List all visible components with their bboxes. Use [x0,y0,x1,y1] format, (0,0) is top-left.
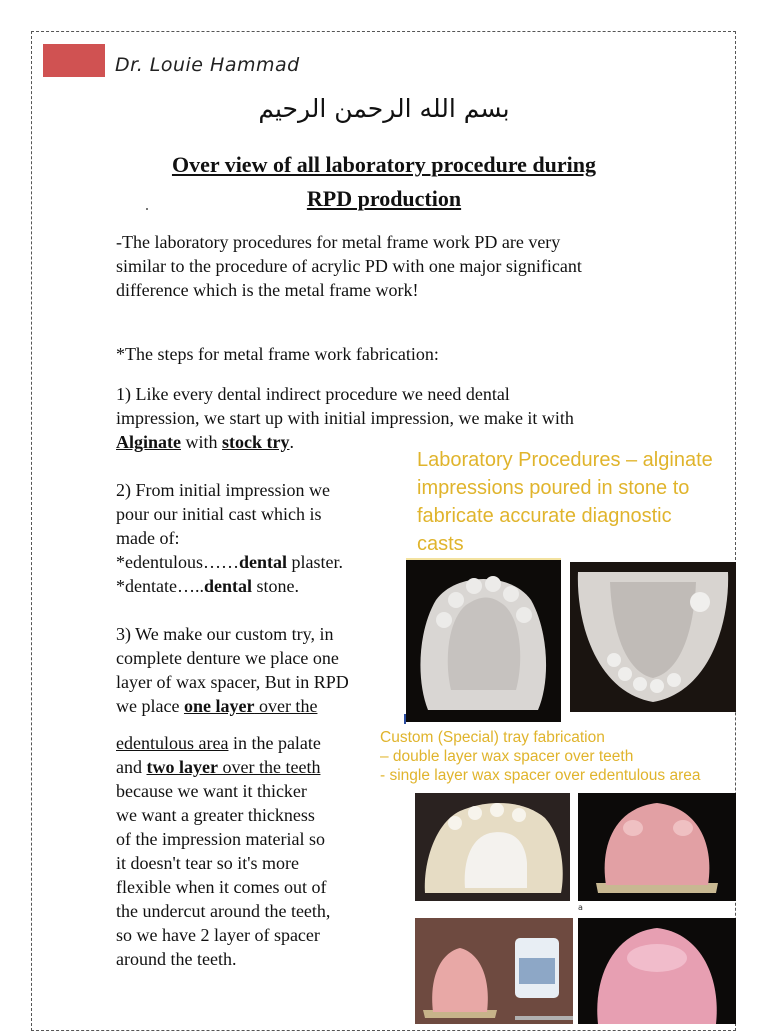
stone-label: stone. [252,576,299,596]
author-name: Dr. Louie Hammad [115,54,300,76]
figure-marker [404,714,406,724]
step3-line-13: so we have 2 layer of spacer [116,925,320,945]
figure1-caption-line-2: impressions poured in stone to [417,477,690,499]
over-the-text: over the [254,696,318,716]
steps-heading: *The steps for metal frame work fabrication: [116,344,439,364]
stock-try-term: stock try [222,432,290,452]
step3-line-2: complete denture we place one [116,648,339,668]
step3-line-4 [116,694,317,718]
step1-line-2: impression, we start up with initial impression, we make it with [116,408,574,428]
custom-tray-photo-1 [578,793,736,901]
stray-dot [146,208,148,210]
figure1-caption [417,446,737,558]
step3-line-9: of the impression material so [116,829,325,849]
step1-with: with [181,432,223,452]
plaster-label: plaster. [287,552,344,572]
figure1-caption-line-4: casts [417,533,464,555]
step1-end: . [289,432,294,452]
tray-material-photo [415,918,573,1024]
figure1-caption-line-3: fabricate accurate diagnostic [417,505,672,527]
edentulous-area-term: edentulous area [116,733,229,753]
step3-line-6 [116,755,320,779]
step3-line-14: around the teeth. [116,949,237,969]
step3-line-12: the undercut around the teeth, [116,901,331,921]
step3-line-8: we want a greater thickness [116,805,315,825]
over-teeth-text: over the teeth [217,757,321,777]
wax-spacer-cast-photo [415,793,570,901]
dental-bold-2: dental [203,576,252,596]
one-layer-term: one layer [183,696,255,716]
step3-line-7: because we want it thicker [116,781,307,801]
step1-line-1: 1) Like every dental indirect procedure we need dental [116,384,510,404]
step3-line-10: it doesn't tear so it's more [116,853,299,873]
edentulous-label: *edentulous…… [116,552,239,572]
figure-sub-label: a [578,903,583,912]
basmala-heading: بسم الله الرحمن الرحيم [258,94,510,123]
step3-line-5 [116,731,321,755]
two-layer-term: two layer [146,757,218,777]
dental-bold-1: dental [239,552,288,572]
step3-line-11: flexible when it comes out of [116,877,327,897]
step2-dentate [116,574,299,598]
and-text: and [116,757,147,777]
in-palate-text: in the palate [228,733,321,753]
step2-line-3: made of: [116,528,180,548]
figure2-caption [380,728,740,785]
dentate-label: *dentate….. [116,576,204,596]
figure2-caption-line-2: – double layer wax spacer over teeth [380,748,634,765]
figure2-caption-line-1: Custom (Special) tray fabrication [380,729,605,746]
maxillary-cast-photo [406,558,561,722]
step3-line-1: 3) We make our custom try, in [116,624,334,644]
alginate-term: Alginate [116,432,181,452]
step2-edentulous [116,550,343,574]
document-title-line-1: Over view of all laboratory procedure during [171,152,597,177]
custom-tray-photo-2 [578,918,736,1024]
mandibular-cast-photo [570,562,736,712]
step2-line-1: 2) From initial impression we [116,480,330,500]
step2-line-2: pour our initial cast which is [116,504,322,524]
step1-line-3 [116,430,294,454]
figure2-caption-line-3: - single layer wax spacer over edentulous area [380,767,701,784]
intro-line-2: similar to the procedure of acrylic PD with one major significant [116,256,582,276]
header-color-block [43,44,105,77]
step3-line-3: layer of wax spacer, But in RPD [116,672,349,692]
figure1-caption-line-1: Laboratory Procedures – alginate [417,449,713,471]
intro-line-3: difference which is the metal frame work! [116,280,419,300]
document-title-line-2: RPD production [306,186,462,211]
intro-line-1: -The laboratory procedures for metal frame work PD are very [116,232,561,252]
we-place-text: we place [116,696,184,716]
